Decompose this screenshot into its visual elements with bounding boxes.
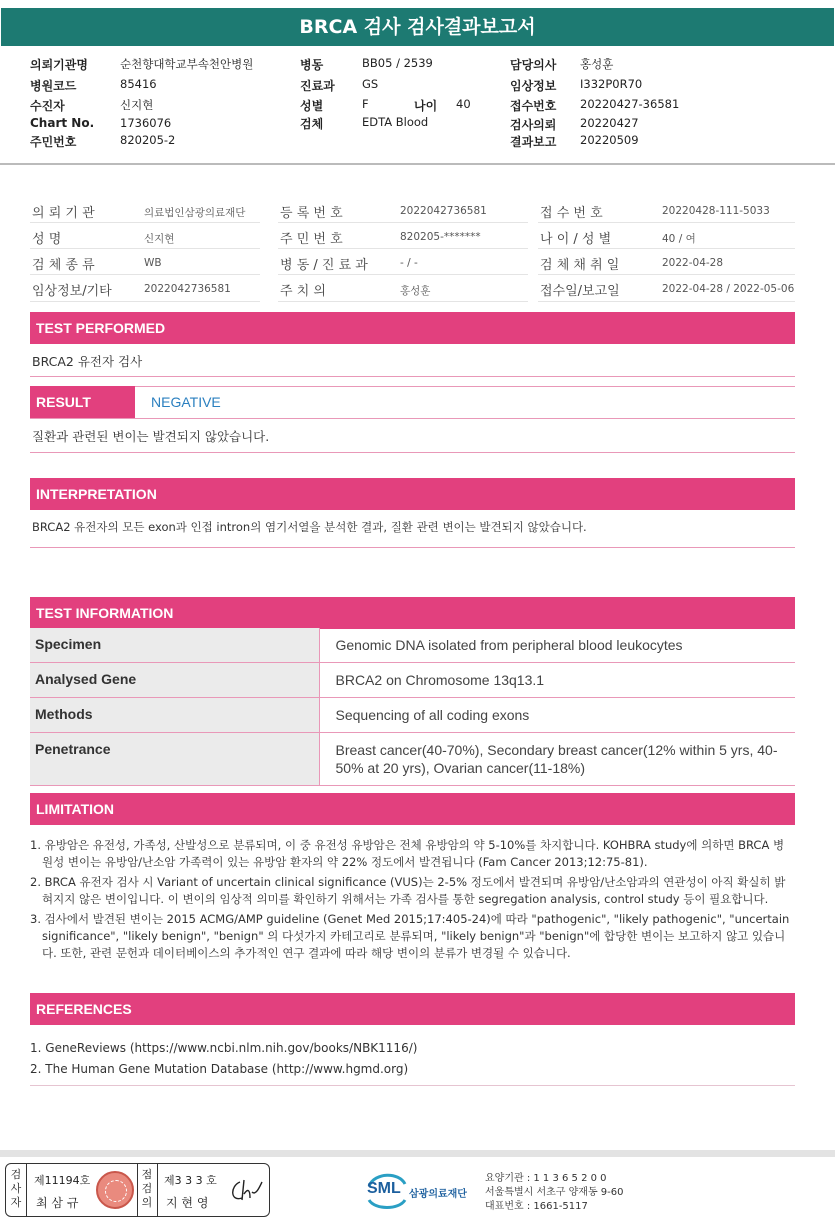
value: 순천향대학교부속천안병원 [120, 57, 254, 71]
label: 접 수 번 호 [540, 206, 603, 221]
label: 등 록 번 호 [280, 206, 343, 221]
limitation-list [30, 837, 795, 965]
label: 의뢰기관명 [30, 58, 88, 72]
divider [30, 248, 260, 249]
label: 수진자 [30, 99, 65, 113]
label: 성별 [300, 99, 324, 113]
info-line: 서울특별시 서초구 양재동 9-60 [485, 1187, 624, 1198]
references-list [30, 1038, 795, 1080]
table-row [30, 698, 795, 733]
table-key: Penetrance [30, 733, 319, 786]
label: 성 명 [32, 232, 62, 247]
value: 2022042736581 [144, 283, 231, 295]
footer-divider [0, 1150, 835, 1157]
value: 홍성훈 [580, 57, 614, 71]
label: 주 치 의 [280, 284, 326, 299]
test-information-header: TEST INFORMATION [30, 597, 795, 629]
age-label: 나이 [414, 99, 438, 113]
list-item: 3. 검사에서 발견된 변이는 2015 ACMG/AMP guideline (Genet Med 2015;17:405-24)에 따라 "pathogenic", "likely pathogenic", "uncertain significance", "likely benign", "benign" 의 다섯가지 카테고리로 분류되며, "likely benign"과 "benign"에 합당한 변이는 보고하지 않고 있습니다. 또한, 관련 문헌과 데이터베이스의 추가적인 연구 결과에 따라 해당 변이의 분류가 변경될 수 있습니다. [30, 912, 790, 960]
company-logo [365, 1170, 475, 1210]
value: I332P0R70 [580, 77, 643, 91]
divider [538, 222, 795, 223]
divider [538, 301, 795, 302]
value: 신지현 [120, 98, 154, 112]
info-line: 대표번호 : 1661-5117 [485, 1201, 588, 1212]
divider [30, 418, 795, 419]
label: 의 뢰 기 관 [32, 206, 95, 221]
divider [30, 376, 795, 377]
divider [30, 222, 260, 223]
divider [278, 222, 528, 223]
value: 20220427-36581 [580, 97, 680, 111]
interpretation-header: INTERPRETATION [30, 478, 795, 510]
value: 2022-04-28 / 2022-05-06 [662, 283, 795, 295]
institution-info [485, 1172, 624, 1214]
label: 병원코드 [30, 79, 77, 93]
table-row [30, 628, 795, 663]
table-value: BRCA2 on Chromosome 13q13.1 [319, 663, 795, 698]
divider [278, 248, 528, 249]
value: 2022-04-28 [662, 257, 724, 269]
value: GS [362, 77, 379, 91]
test-information-table [30, 628, 795, 786]
table-value: Sequencing of all coding exons [319, 698, 795, 733]
value: F [362, 97, 369, 111]
label: Chart No. [30, 116, 95, 130]
confirm-label: 점검의 [141, 1168, 153, 1209]
signature-box [5, 1163, 270, 1217]
divider [30, 452, 795, 453]
test-performed-text: BRCA2 유전자 검사 [32, 354, 143, 369]
label: 결과보고 [510, 135, 557, 149]
signature-icon [226, 1176, 266, 1206]
label: 주 민 번 호 [280, 232, 343, 247]
result-text: 질환과 관련된 변이는 발견되지 않았습니다. [32, 429, 270, 444]
result-label: RESULT [30, 386, 135, 418]
list-item: 1. 유방암은 유전성, 가족성, 산발성으로 분류되며, 이 중 유전성 유방암은 전체 유방암의 약 5-10%를 차지합니다. KOHBRA study에 의하면 BRCA 병원성 변이는 유방암/난소암 가족력이 있는 유방암 환자의 약 22% 정도에서 발견됩니다 (Fam Cancer 2013;12:75-81). [30, 838, 785, 869]
divider [157, 1164, 158, 1216]
value: - / - [400, 257, 418, 269]
list-item: 2. The Human Gene Mutation Database (http://www.hgmd.org) [30, 1062, 409, 1076]
label: 검 체 채 취 일 [540, 258, 620, 273]
divider [30, 547, 795, 548]
label: 임상정보 [510, 79, 557, 93]
age-value: 40 [456, 97, 471, 111]
label: 검사의뢰 [510, 118, 557, 132]
value: 의료법인삼광의료재단 [144, 207, 246, 219]
list-item: 2. BRCA 유전자 검사 시 Variant of uncertain clinical significance (VUS)는 2-5% 정도에서 발견되며 유방암/난소암과의 연관성이 아직 확실히 밝혀지지 않은 변이입니다. 이 변이의 임상적 의미를 확인하기 위해서는 가족 검사를 통한 segregation analysis, control study 등이 필요합니다. [30, 875, 786, 906]
value: 820205-2 [120, 133, 176, 147]
value: 1736076 [120, 116, 172, 130]
label: 나 이 / 성 별 [540, 232, 612, 247]
divider [30, 301, 260, 302]
table-value: Breast cancer(40-70%), Secondary breast cancer(12% within 5 yrs, 40-50% at 20 yrs), Ovarian cancer(11-18%) [319, 733, 795, 786]
list-item: 1. GeneReviews (https://www.ncbi.nlm.nih.gov/books/NBK1116/) [30, 1041, 418, 1055]
confirm-number: 제3 3 3 호 [164, 1174, 217, 1187]
report-title: BRCA 검사 검사결과보고서 [1, 8, 834, 46]
value: 홍성훈 [400, 285, 431, 297]
value: WB [144, 257, 162, 269]
references-header: REFERENCES [30, 993, 795, 1025]
result-value: NEGATIVE [151, 394, 221, 410]
label: 검 체 종 류 [32, 258, 95, 273]
test-performed-header: TEST PERFORMED [30, 312, 795, 344]
label: 진료과 [300, 79, 335, 93]
table-key: Methods [30, 698, 319, 733]
divider [538, 274, 795, 275]
patient-summary [0, 52, 835, 162]
limitation-header: LIMITATION [30, 793, 795, 825]
label: 접수일/보고일 [540, 284, 620, 299]
interpretation-text: BRCA2 유전자의 모든 exon과 인접 intron의 염기서열을 분석한 결과, 질환 관련 변이는 발견되지 않았습니다. [32, 520, 587, 534]
value: EDTA Blood [362, 115, 429, 129]
divider [30, 1085, 795, 1086]
table-key: Analysed Gene [30, 663, 319, 698]
value: 820205-******* [400, 231, 481, 243]
divider [0, 163, 835, 165]
value: 2022042736581 [400, 205, 487, 217]
label: 병동 [300, 58, 324, 72]
divider [278, 274, 528, 275]
label: 임상정보/기타 [32, 284, 112, 299]
value: 20220427 [580, 116, 639, 130]
value: BB05 / 2539 [362, 56, 433, 70]
divider [538, 248, 795, 249]
label: 검체 [300, 117, 324, 131]
value: 40 / 여 [662, 233, 696, 245]
table-row [30, 733, 795, 786]
value: 신지현 [144, 233, 175, 245]
divider [30, 386, 795, 387]
label: 담당의사 [510, 58, 557, 72]
label: 주민번호 [30, 135, 77, 149]
label: 접수번호 [510, 99, 557, 113]
examiner-name: 최 삼 규 [36, 1196, 79, 1210]
label: 병 동 / 진 료 과 [280, 258, 368, 273]
logo-text: SML [367, 1180, 401, 1197]
table-key: Specimen [30, 628, 319, 663]
examiner-number: 제11194호 [34, 1174, 91, 1187]
table-value: Genomic DNA isolated from peripheral blood leukocytes [319, 628, 795, 663]
examiner-label: 검사자 [10, 1168, 22, 1209]
info-line: 요양기관 : 1 1 3 6 5 2 0 0 [485, 1173, 607, 1184]
table-row [30, 663, 795, 698]
divider [26, 1164, 27, 1216]
seal-icon [96, 1171, 134, 1209]
divider [137, 1164, 138, 1216]
logo-name: 삼광의료재단 [409, 1189, 467, 1200]
value: 85416 [120, 77, 157, 91]
value: 20220428-111-5033 [662, 205, 770, 217]
divider [30, 274, 260, 275]
value: 20220509 [580, 133, 639, 147]
confirm-name: 지 현 영 [166, 1196, 209, 1210]
divider [278, 301, 528, 302]
